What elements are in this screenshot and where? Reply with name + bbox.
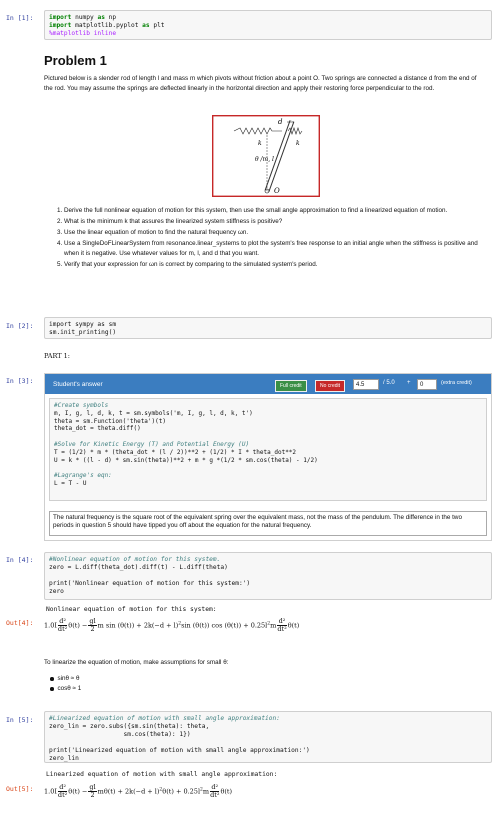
code-cell-5[interactable]: #Linearized equation of motion with small angle approximation: zero_lin = zero.subs({sm.sin(theta): theta, sm.cos(theta): 1}) print('Linearized equation of motion with small angle approximation:') zero_lin	[44, 711, 492, 763]
linearize-text: To linearize the equation of motion, make assumptions for small θ:	[44, 659, 229, 666]
assumption-list	[50, 674, 81, 694]
problem-item-5: 5. Verify that your expression for ωn is correct by comparing to the simulated system's period.	[64, 260, 480, 270]
prompt-in-4: In [4]:	[6, 556, 34, 564]
nonlinear-equation: 1.0I $\frac{\text{d²}}{\text{dt²}}$ θ(t) − $\frac{gl}{2}$ m $\sin (\theta(t)) + 2k(-d + l)^2\sin$ (θ(t)) $\cos (\theta(t)) + 0.25l^2m$ $\frac{\text{d²}}{\text{dt²}}$ θ(t)	[44, 617, 300, 633]
student-answer-cell	[44, 373, 492, 541]
part-1-heading: PART 1:	[44, 352, 70, 360]
problem-cell	[44, 53, 484, 94]
figure-label-o: O	[274, 187, 280, 195]
answer-header	[45, 374, 491, 394]
problem-item-3: 3. Use the linear equation of motion to find the natural frequency ωn.	[64, 228, 480, 238]
grader-comment[interactable]: The natural frequency is the square root of the equivalent spring over the equivalent mass, not the mass of the pendulum. The difference in the two periods in question 5 should have tipped you off about the equation for the natural frequency.	[49, 511, 487, 536]
score-total: / 5.0	[383, 380, 395, 386]
answer-title: Student's answer	[53, 380, 103, 388]
figure-label-k-right: k	[296, 140, 300, 147]
figure-label-k-left: k	[258, 140, 262, 147]
score-input[interactable]: 4.5	[353, 379, 379, 390]
no-credit-button[interactable]: No credit	[315, 380, 345, 392]
rod-spring-figure	[212, 115, 320, 197]
assumption-sin: sinθ ≈ θ	[57, 675, 80, 682]
problem-item-4: 4. Use a SingleDoFLinearSystem from resonance.linear_systems to plot the system's free response to an initial angle when the stiffness is positive and when it is negative. Use whatever values for m, l, and d that you want.	[64, 239, 480, 259]
full-credit-button[interactable]: Full credit	[275, 380, 307, 392]
linearized-equation: 1.0I $\frac{\text{d²}}{\text{dt²}}$ θ(t) − $\frac{gl}{2}$ $m\theta(t) + 2k(-d + l)^2\theta(t) + 0.25l^2m$ $\frac{\text{d²}}{\text{dt²}}$ θ(t)	[44, 783, 233, 799]
assumption-cos: cosθ ≈ 1	[57, 685, 82, 692]
answer-code[interactable]: #Create symbols m, I, g, l, d, k, t = sm.symbols('m, I, g, l, d, k, t') theta = sm.Function('theta')(t) theta_dot = theta.diff() #Solve for Kinetic Energy (T) and Potential Energy (U) T = (1/2) * m * (theta_dot * (l / 2))**2 + (1/2) * I * theta_dot**2 U = k * ((l - d) * sm.sin(theta))**2 + m * g *(1/2 * sm.cos(theta) - 1/2) #Lagrange's eqn: L = T - U	[49, 398, 487, 501]
stdout-5: Linearized equation of motion with small angle approximation:	[46, 771, 278, 778]
prompt-in-5: In [5]:	[6, 716, 34, 724]
extra-credit-label: (extra credit)	[441, 380, 472, 386]
code-cell-2[interactable]: import sympy as sm sm.init_printing()	[44, 317, 492, 339]
code-cell-1[interactable]: import numpy as np import matplotlib.pyplot as plt %matplotlib inline	[44, 10, 492, 40]
prompt-in-2: In [2]:	[6, 322, 34, 330]
problem-intro: Pictured below is a slender rod of length l and mass m which pivots without friction about a point O. Two springs are connected a distance d from the end of the rod. You may assume the springs are deflected linearly in the horizontal direction and apply their restoring force perpendicular to the rod.	[44, 75, 477, 92]
prompt-out-5: Out[5]:	[6, 785, 34, 793]
figure-label-theta-m-l: θ /m, l	[255, 156, 274, 163]
prompt-out-4: Out[4]:	[6, 619, 34, 627]
plus-sign: +	[407, 380, 411, 386]
problem-item-2: 2. What is the minimum k that assures the linearized system stiffness is positive?	[64, 217, 480, 227]
extra-credit-input[interactable]: 0	[417, 379, 437, 390]
problem-list	[50, 206, 480, 271]
prompt-in-3: In [3]:	[6, 377, 34, 385]
problem-title: Problem 1	[44, 53, 107, 68]
figure-label-d: d	[278, 118, 283, 126]
problem-item-1: 1. Derive the full nonlinear equation of motion for this system, then use the small angle approximation to find a linearized equation of motion.	[64, 206, 480, 216]
code-cell-4[interactable]: #Nonlinear equation of motion for this system. zero = L.diff(theta_dot).diff(t) - L.diff(theta) print('Nonlinear equation of motion for this system:') zero	[44, 552, 492, 600]
stdout-4: Nonlinear equation of motion for this system:	[46, 606, 217, 613]
prompt-in-1: In [1]:	[6, 14, 34, 22]
